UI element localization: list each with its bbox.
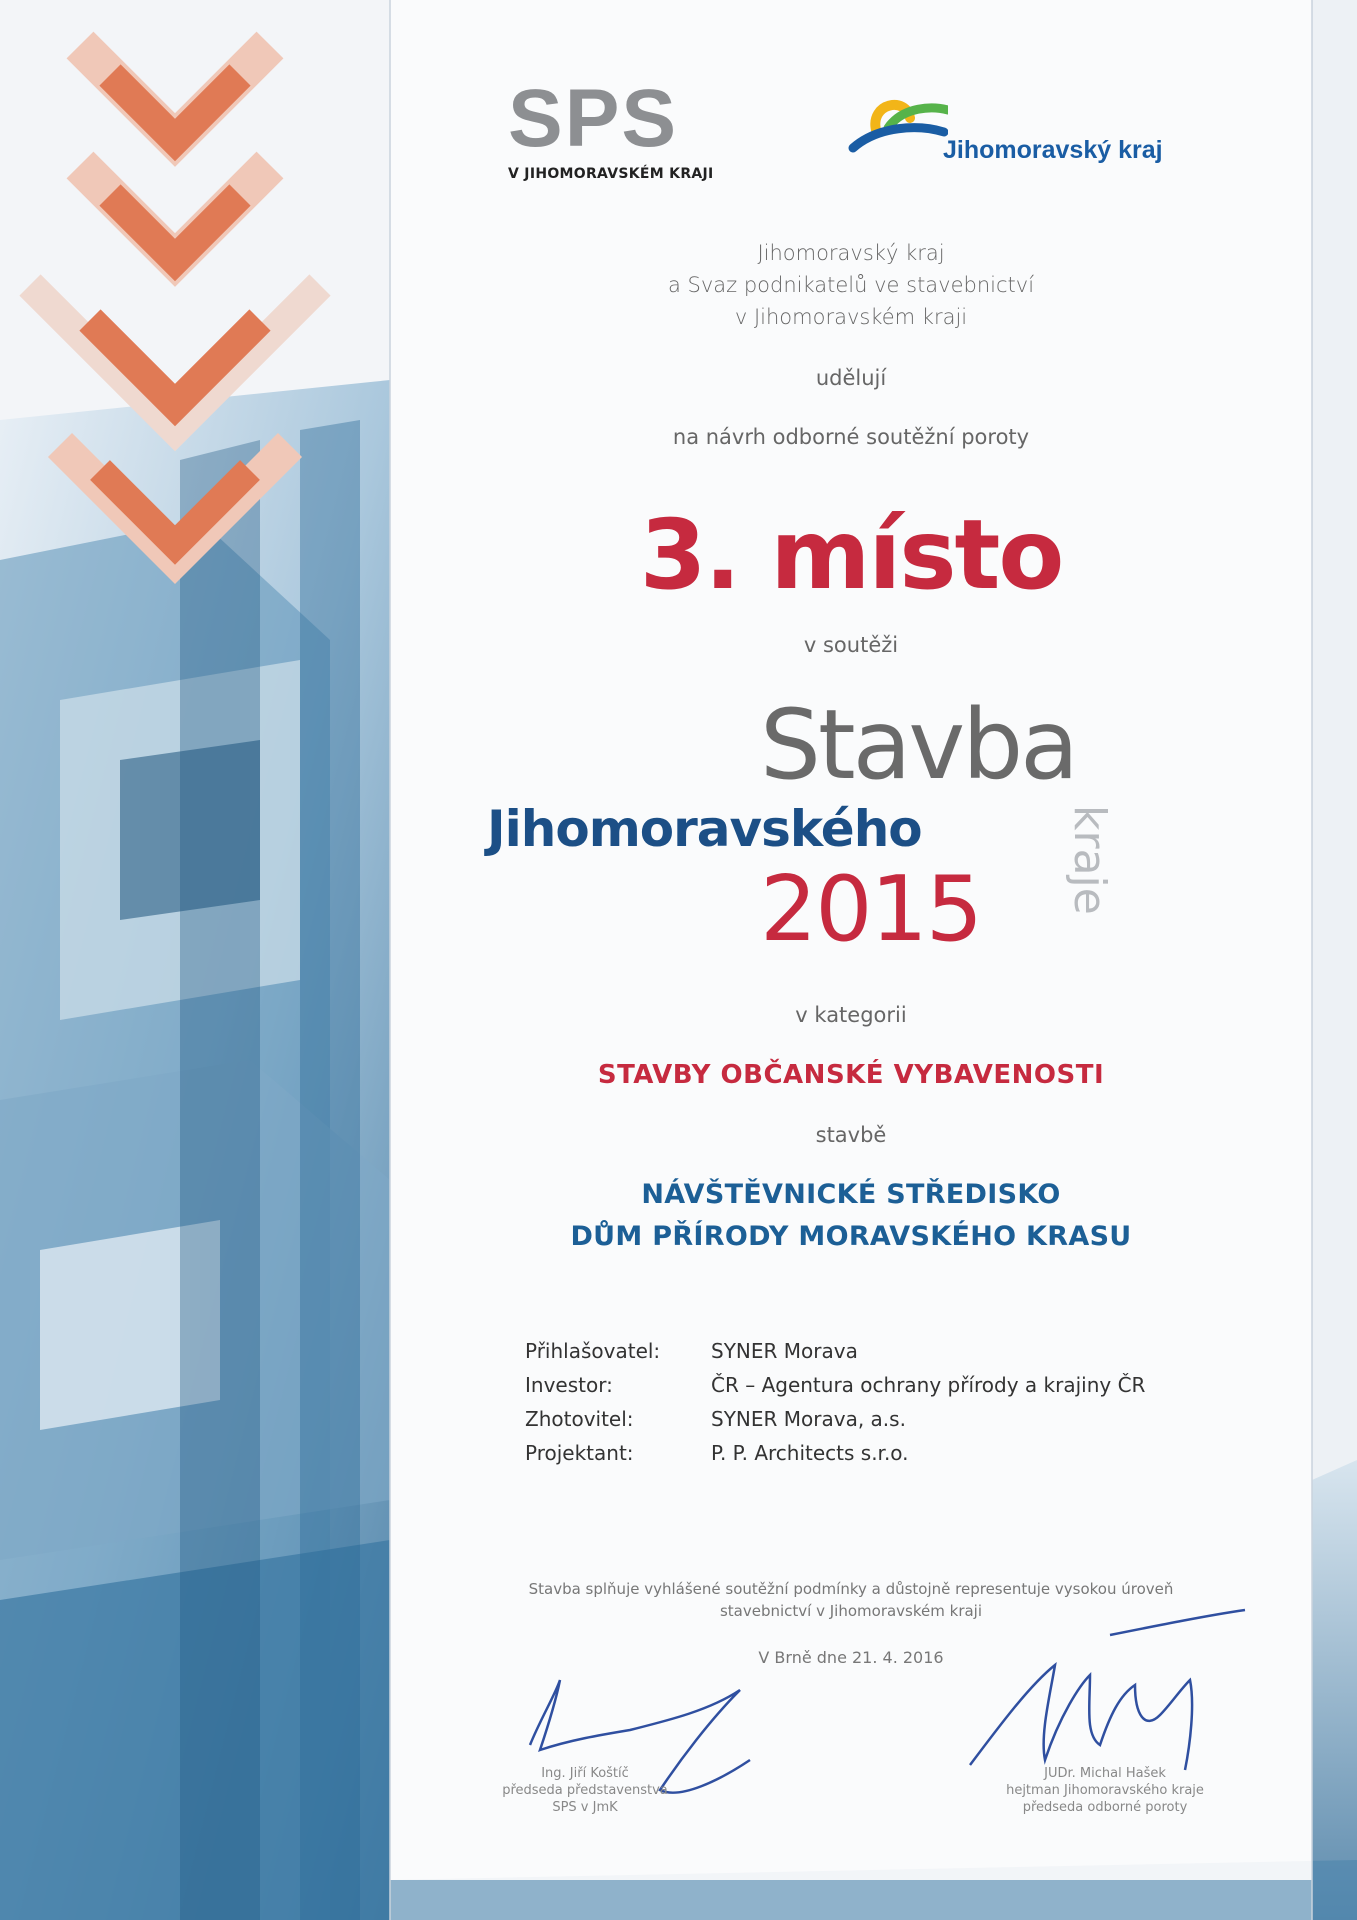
signatory-name: Ing. Jiří Koštíč <box>541 1766 629 1781</box>
signatory-role: předseda odborné poroty <box>1022 1800 1188 1815</box>
signatory-name: JUDr. Michal Hašek <box>1044 1766 1166 1781</box>
detail-row <box>525 1402 1145 1436</box>
category-name: STAVBY OBČANSKÉ VYBAVENOSTI <box>597 1060 1105 1090</box>
competition-title-kraje-text: kraje <box>1064 805 1115 915</box>
detail-value: SYNER Morava, a.s. <box>711 1407 906 1431</box>
place-and-date: V Brně dne 21. 4. 2016 <box>758 1648 944 1667</box>
intro-line: v Jihomoravském kraji <box>734 305 968 329</box>
building-name-line: NÁVŠTĚVNICKÉ STŘEDISKO <box>641 1179 1061 1210</box>
intro-text <box>390 237 1312 333</box>
in-competition-text: v soutěži <box>803 633 899 657</box>
detail-row <box>525 1368 1145 1402</box>
detail-row <box>525 1436 1145 1470</box>
competition-title-kraje <box>1055 805 1115 975</box>
detail-value: ČR – Agentura ochrany přírody a krajiny ČR <box>711 1373 1146 1397</box>
intro-line: a Svaz podnikatelů ve stavebnictví <box>667 273 1035 297</box>
grant-text: udělují <box>815 366 887 390</box>
signatory-right <box>985 1765 1225 1816</box>
competition-title-line1: Stavba <box>760 689 1076 801</box>
signatory-role: SPS v JmK <box>552 1800 618 1815</box>
detail-label: Zhotovitel: <box>525 1407 634 1431</box>
detail-value: SYNER Morava <box>711 1339 858 1363</box>
detail-label: Investor: <box>525 1373 613 1397</box>
detail-label: Přihlašovatel: <box>525 1339 661 1363</box>
region-logo-text: Jihomoravský kraj <box>943 136 1163 164</box>
footer-line: stavebnictví v Jihomoravském kraji <box>719 1602 983 1620</box>
competition-title-line2: Jihomoravského <box>487 800 922 858</box>
detail-row <box>525 1334 1145 1368</box>
sps-logo-letters: SPS <box>508 73 679 164</box>
footer-line: Stavba splňuje vyhlášené soutěžní podmínky a důstojně representuje vysokou úroveň <box>528 1580 1174 1598</box>
proposal-text: na návrh odborné soutěžní poroty <box>672 425 1030 449</box>
signature-right <box>960 1595 1260 1775</box>
building-name-line: DŮM PŘÍRODY MORAVSKÉHO KRASU <box>570 1221 1132 1252</box>
building-name <box>390 1174 1312 1258</box>
in-category-text: v kategorii <box>795 1003 907 1027</box>
signatory-role: hejtman Jihomoravského kraje <box>1006 1783 1204 1798</box>
award-place: 3. místo <box>639 499 1063 611</box>
signatory-role: předseda představenstva <box>502 1783 668 1798</box>
award-details <box>525 1334 1145 1470</box>
signatory-left <box>495 1765 675 1816</box>
intro-line: Jihomoravský kraj <box>757 241 945 265</box>
detail-label: Projektant: <box>525 1441 634 1465</box>
competition-year: 2015 <box>760 857 982 962</box>
sps-logo <box>508 73 714 182</box>
to-building-text: stavbě <box>815 1123 887 1147</box>
sps-logo-subtitle: V JIHOMORAVSKÉM KRAJI <box>508 166 714 182</box>
region-logo-icon <box>848 88 948 158</box>
region-logo <box>848 88 1208 178</box>
detail-value: P. P. Architects s.r.o. <box>711 1441 909 1465</box>
